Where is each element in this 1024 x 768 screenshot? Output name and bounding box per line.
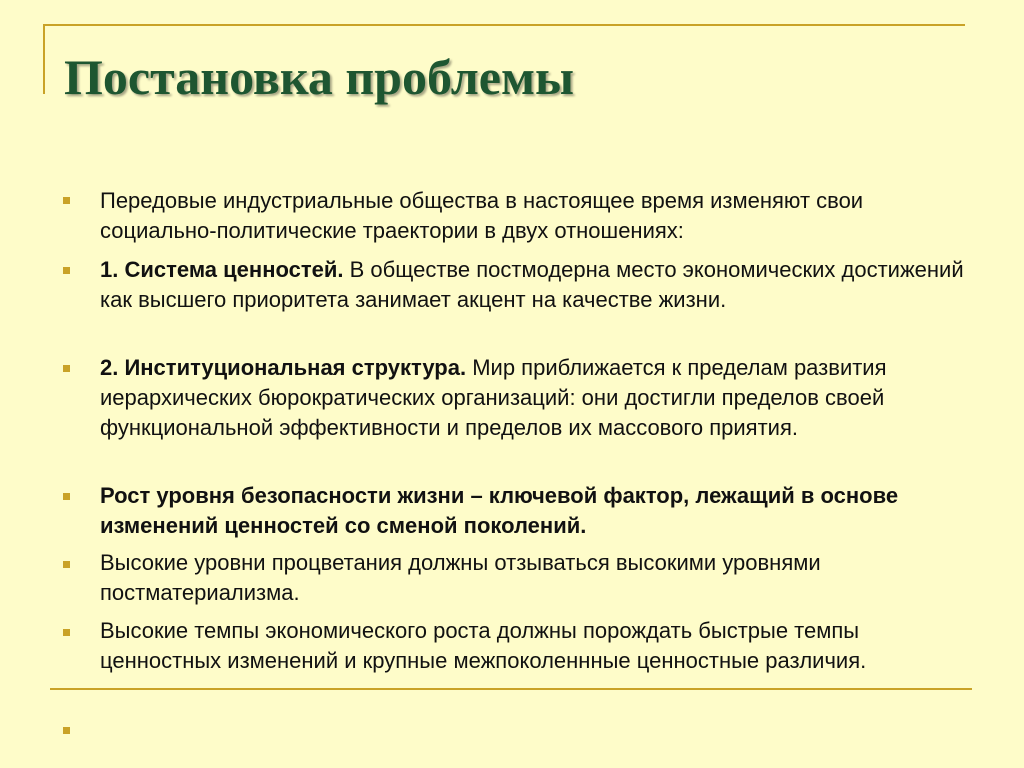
bullet-marker [63, 197, 70, 204]
slide-title: Постановка проблемы [64, 49, 575, 105]
bullet-item [100, 481, 980, 541]
bullet-marker [63, 365, 70, 372]
bullet-marker [63, 267, 70, 274]
bullet-item [100, 616, 980, 676]
bullet-text: Высокие темпы экономического роста должны порождать быстрые темпы ценностных изменений и крупные межпоколеннные ценностные различия. [100, 618, 867, 673]
bullet-marker [63, 561, 70, 568]
bullet-text: Передовые индустриальные общества в настоящее время изменяют свои социально-политические траектории в двух отношениях: [100, 188, 864, 243]
bullet-item [100, 255, 980, 315]
bullet-item [100, 548, 980, 608]
bottom-rule [50, 688, 972, 690]
bullet-text: Высокие уровни процветания должны отзываться высокими уровнями постматериализма. [100, 550, 821, 605]
bullet-bold-text: 1. Система ценностей. [100, 257, 344, 282]
bullet-text: Мир приближается к пределам развития иерархических бюрократических организаций: они достигли пределов своей функциональной эффективности и пределов их массового приятия. [100, 355, 887, 440]
bullet-marker [63, 493, 70, 500]
bullet-item [100, 353, 980, 443]
bullet-bold-text: Рост уровня безопасности жизни – ключевой фактор, лежащий в основе изменений ценностей со сменой поколений. [100, 483, 899, 538]
bullet-marker [63, 727, 70, 734]
bullet-item [100, 186, 980, 246]
bullet-marker [63, 629, 70, 636]
bullet-bold-text: 2. Институциональная структура. [100, 355, 467, 380]
bullet-text: В обществе постмодерна место экономических достижений как высшего приоритета занимает акцент на качестве жизни. [100, 257, 964, 312]
